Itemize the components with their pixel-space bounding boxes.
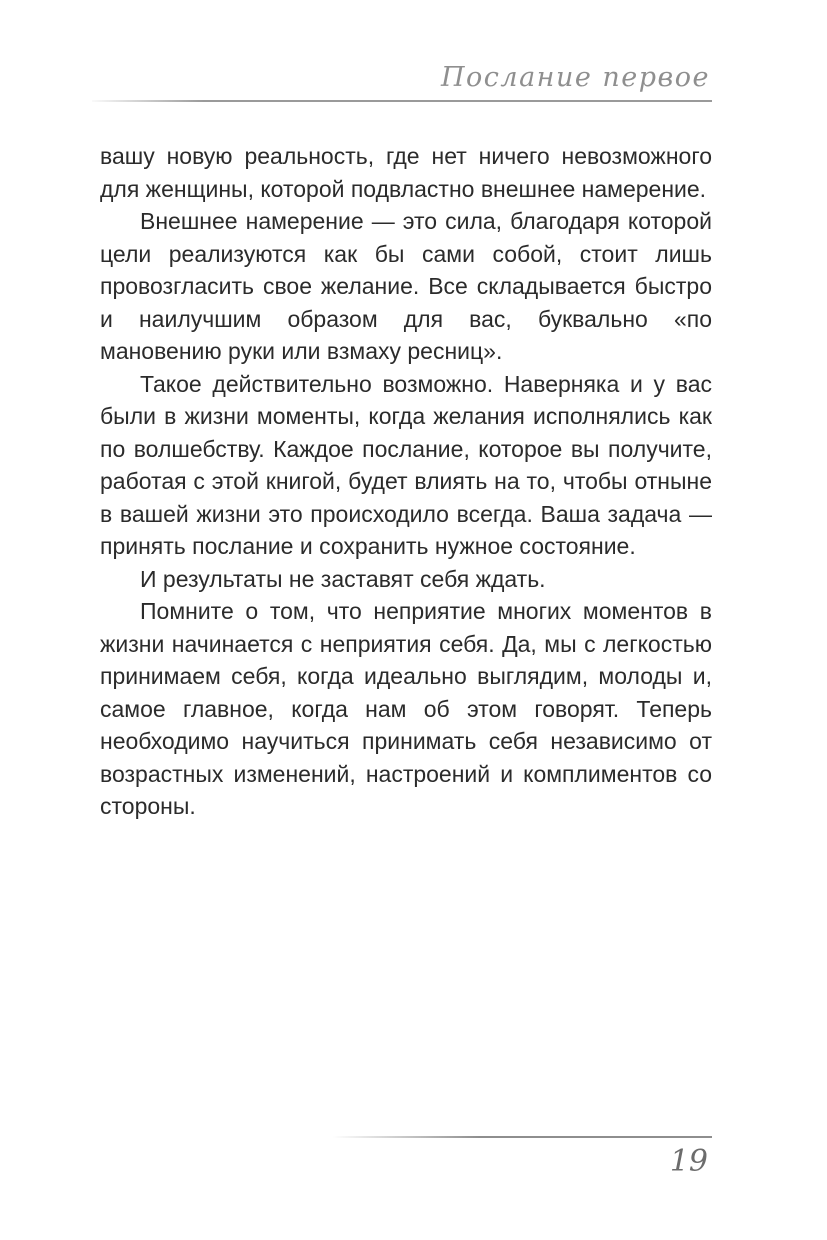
page-number: 19 xyxy=(669,1144,708,1179)
paragraph: Внешнее намерение — это сила, благодаря которой цели реализуются как бы сами собой, стоит лишь провозгласить свое желание. Все складывается быстро и наилучшим образом для вас, буквально «по мановению руки или взмаху ресниц». xyxy=(100,208,712,364)
paragraph: И результаты не заставят себя ждать. xyxy=(140,565,546,592)
paragraph: вашу новую реальность, где нет ничего невозможного для женщины, которой подвластно внешнее намерение. xyxy=(100,143,712,202)
chapter-title: Послание первое xyxy=(440,62,710,93)
page-footer xyxy=(100,1136,712,1179)
paragraph: Такое действительно возможно. Наверняка и у вас были в жизни моменты, когда желания исполнялись как по волшебству. Каждое послание, которое вы получите, работая с этой книгой, будет влиять на то, чтобы отныне в вашей жизни это происходило всегда. Ваша задача — принять послание и сохранить нужное состояние. xyxy=(100,370,712,559)
body-text xyxy=(100,140,712,823)
header-divider xyxy=(92,100,712,102)
footer-divider xyxy=(100,1136,712,1138)
paragraph: Помните о том, что неприятие многих моментов в жизни начинается с неприятия себя. Да, мы с легкостью принимаем себя, когда идеально выглядим, молоды и, самое главное, когда нам об этом говорят. Теперь необходимо научиться принимать себя независимо от возрастных изменений, настроений и комплиментов со стороны. xyxy=(100,598,712,819)
page-header xyxy=(92,62,712,102)
